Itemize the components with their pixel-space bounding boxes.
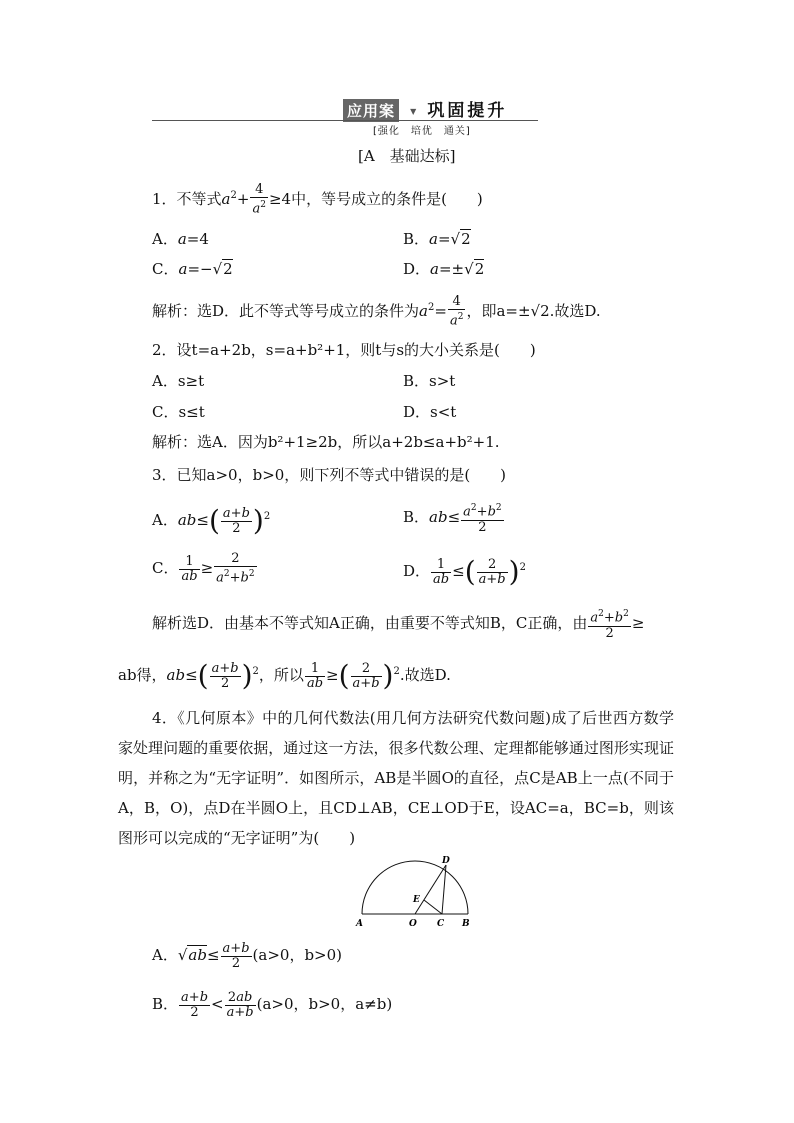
q2-option-b[interactable]: B．s>t xyxy=(403,372,456,390)
header-subtitle: [强化 培优 通关] xyxy=(373,126,471,137)
q3-answer-line2: ab得，ab≤( $\frac{a+b}{2}$ )$^2$，所以 $\frac{1}{ab}$ ≥( $\frac{2}{a+b}$ )$^2$.故选D. xyxy=(118,659,451,692)
label-c: C xyxy=(437,919,445,929)
label-o: O xyxy=(409,919,417,929)
label-e: E xyxy=(413,895,420,905)
q4-option-b[interactable]: B． $\frac{a+b}{2}$ < $\frac{2ab}{a+b}$ (a>0，b>0，a≠b) xyxy=(152,989,393,1020)
q3-option-d[interactable]: D． $\frac{1}{ab}$ ≤( $\frac{2}{a+b}$ )$^2$ xyxy=(403,555,526,588)
header-banner xyxy=(343,96,507,122)
q2-option-d[interactable]: D．s<t xyxy=(403,403,457,421)
q3-stem: 3．已知a>0，b>0，则下列不等式中错误的是( ) xyxy=(152,466,507,484)
section-heading: [A 基础达标] xyxy=(358,147,456,165)
label-b: B xyxy=(462,919,470,929)
q1-option-d[interactable]: D．a=±√2 xyxy=(403,260,485,278)
q3-option-b[interactable]: B．ab≤ $\frac{a^2+b^2}{2}$ xyxy=(403,503,502,535)
q1-stem: 1．不等式$a^2+$ $\frac{4}{a^2}$ ≥4中，等号成立的条件是( ) xyxy=(152,182,483,217)
q2-answer: 解析：选A．因为b²+1≥2b，所以a+2b≤a+b²+1. xyxy=(152,433,500,451)
triangle-icon: ▼ xyxy=(410,107,417,116)
q3-answer-line1: 解析选D．由基本不等式知A正确，由重要不等式知B，C正确，由 $\frac{a^2+b^2}{2}$ ≥ xyxy=(152,609,645,641)
q1-option-a[interactable]: A．a=4 xyxy=(152,230,209,248)
q3-option-c[interactable]: C． $\frac{1}{ab}$ ≥ $\frac{2}{a^2+b^2}$ xyxy=(152,551,255,586)
q4-option-a[interactable]: A．√ab≤ $\frac{a+b}{2}$ (a>0，b>0) xyxy=(152,940,343,971)
q4-stem: 4．《几何原本》中的几何代数法(用几何方法研究代数问题)成了后世西方数学家处理问题的重要依据，通过这一方法，很多代数公理、定理都能够通过图形实现证明，并称之为“无字证明”．如图所示，AB是半圆O的直径，点C是AB上一点(不同于A，B，O)，点D在半圆O上，且CD⊥AB，CE⊥OD于E，设AC=a，BC=b，则该图形可以完成的“无字证明”为( ) xyxy=(118,709,674,847)
q1-option-c[interactable]: C．a=−√2 xyxy=(152,260,233,278)
q2-stem: 2．设t=a+2b，s=a+b²+1，则t与s的大小关系是( ) xyxy=(152,341,536,359)
label-a: A xyxy=(356,919,363,929)
header-rule xyxy=(152,120,538,121)
q2-option-c[interactable]: C．s≤t xyxy=(152,403,205,421)
q3-option-a[interactable]: A．ab≤( $\frac{a+b}{2}$ )$^2$ xyxy=(152,504,271,537)
semicircle-figure xyxy=(350,852,480,932)
q2-option-a[interactable]: A．s≥t xyxy=(152,372,205,390)
q1-answer: 解析：选D．此不等式等号成立的条件为$a^2=$ $\frac{4}{a^2}$ ，即a=±√2.故选D. xyxy=(152,294,601,329)
header-box-label: 应用案 xyxy=(343,99,399,122)
q1-fraction: $\frac{4}{a^2}$ xyxy=(252,182,266,217)
page-title: 巩固提升 xyxy=(427,101,508,121)
q1-option-b[interactable]: B．a=√2 xyxy=(403,230,471,248)
label-d: D xyxy=(442,856,450,866)
